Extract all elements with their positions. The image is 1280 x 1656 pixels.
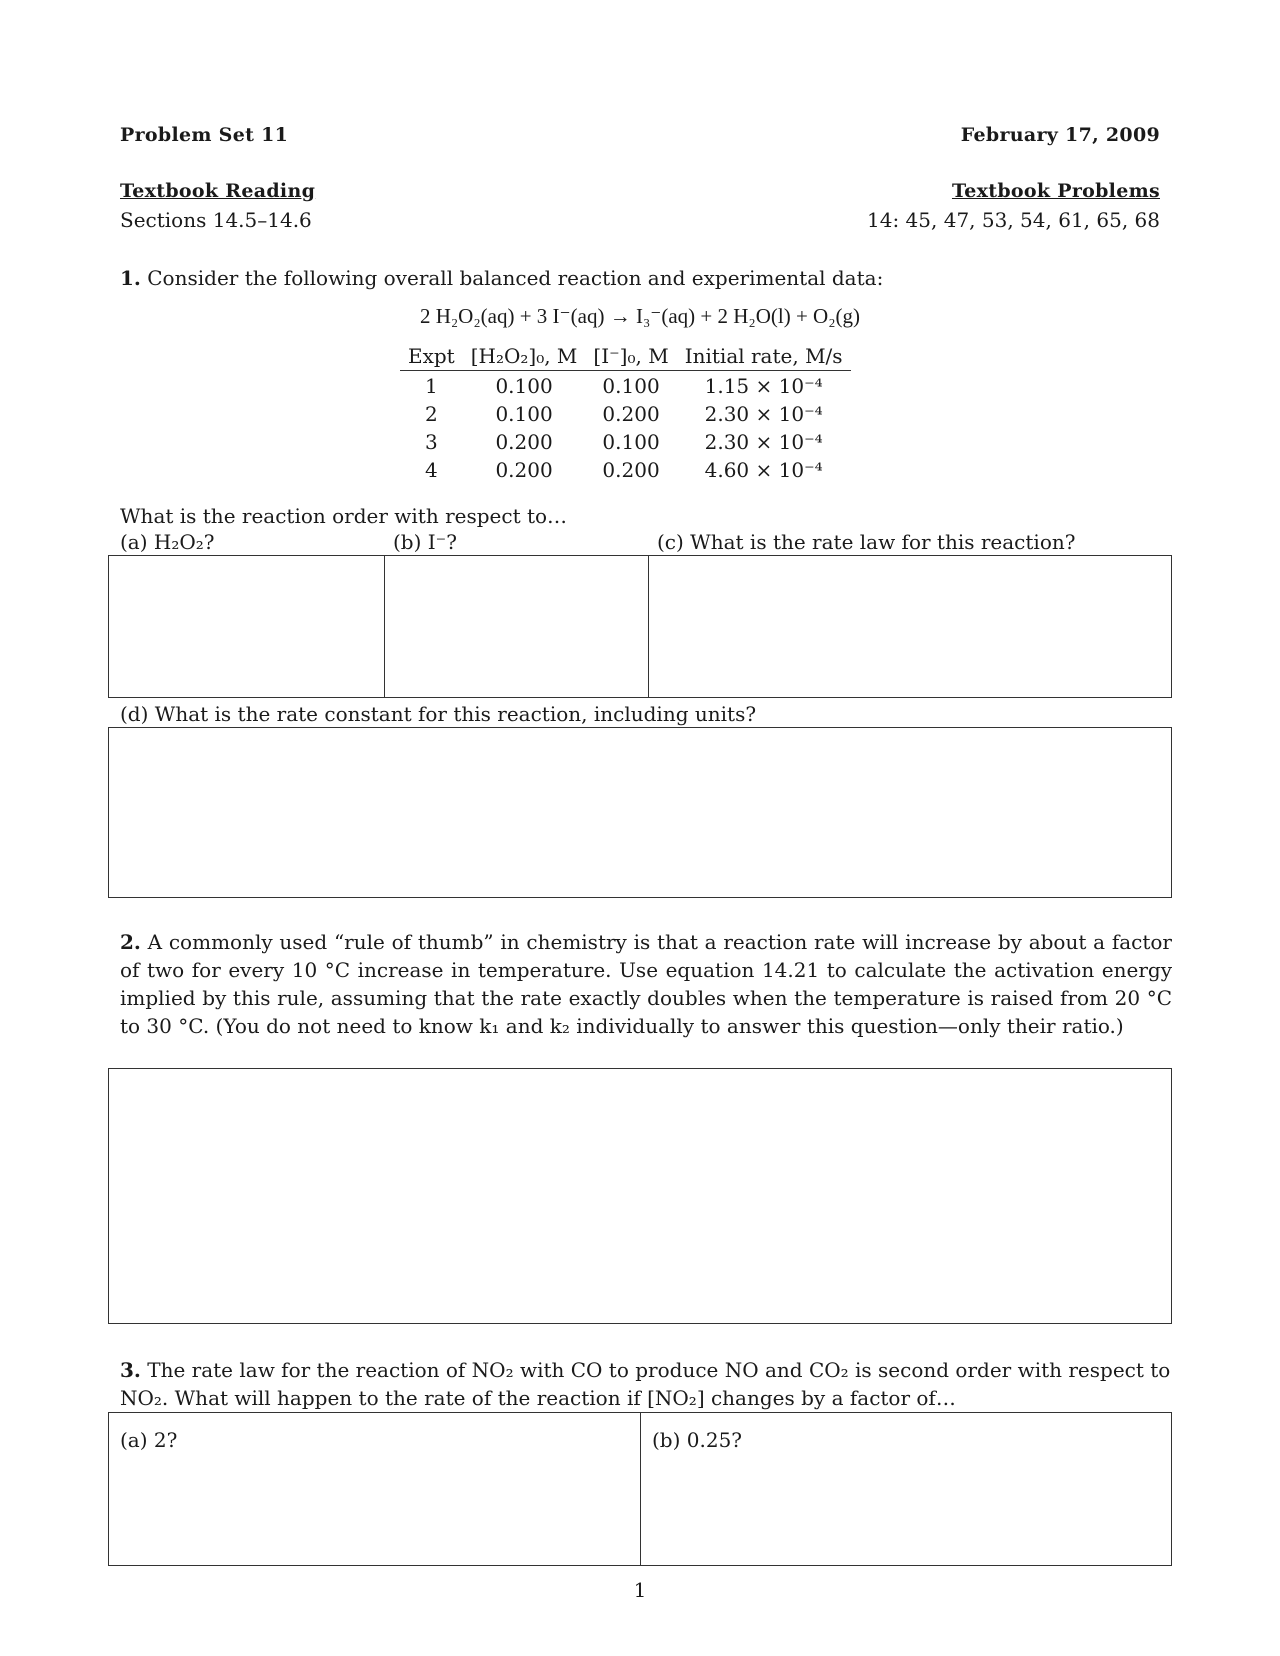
q2-number: 2. xyxy=(120,930,141,954)
reading-value: Sections 14.5–14.6 xyxy=(120,208,312,232)
q1-part-b-label: (b) I⁻? xyxy=(393,530,457,554)
table-cell: 3 xyxy=(424,429,438,454)
rate-data-table-wrapper xyxy=(400,344,851,483)
table-header-row xyxy=(400,344,851,371)
order-prompt: What is the reaction order with respect to… xyxy=(120,504,568,528)
table-cell: 0.100 xyxy=(602,429,660,454)
answer-box-abc[interactable] xyxy=(108,555,1172,698)
answer-box-q2[interactable] xyxy=(108,1068,1172,1324)
q1-part-d-label: (d) What is the rate constant for this reaction, including units? xyxy=(120,702,757,726)
table-cell: 0.100 xyxy=(602,373,660,398)
table-header: [H₂O₂]₀, M xyxy=(463,344,586,371)
table-cell: 0.200 xyxy=(602,457,660,482)
rate-data-table xyxy=(400,344,851,483)
q1-prompt xyxy=(120,264,1170,292)
box-divider xyxy=(640,1412,641,1566)
table-cell: 0.200 xyxy=(495,429,553,454)
table-cell: 2 xyxy=(424,401,438,426)
q1-number: 1. xyxy=(120,266,141,290)
q2-text-block xyxy=(120,928,1172,1040)
q1-part-a-label: (a) H₂O₂? xyxy=(120,530,215,554)
answer-box-d[interactable] xyxy=(108,727,1172,898)
reading-label: Textbook Reading xyxy=(120,180,316,202)
table-row xyxy=(400,371,851,400)
q3-part-a-label: (a) 2? xyxy=(120,1428,178,1452)
q3-text-block xyxy=(120,1356,1172,1412)
table-header: Expt xyxy=(400,344,463,371)
q2-text: A commonly used “rule of thumb” in chemistry is that a reaction rate will increase by about a factor of two for every 10 °C increase in temperature. Use equation 14.21 to calculate the activation energy implied by this rule, assuming that the rate exactly doubles when the temperature is raised from 20 °C to 30 °C. (You do not need to know k₁ and k₂ individually to answer this question—only their ratio.) xyxy=(120,930,1172,1038)
problems-value: 14: 45, 47, 53, 54, 61, 65, 68 xyxy=(867,208,1160,232)
table-cell: 4.60 × 10⁻⁴ xyxy=(704,457,823,482)
table-cell: 0.100 xyxy=(495,373,553,398)
table-cell: 0.200 xyxy=(602,401,660,426)
q3-text: The rate law for the reaction of NO₂ with CO to produce NO and CO₂ is second order with respect to NO₂. What will happen to the rate of the reaction if [NO₂] changes by a factor of… xyxy=(120,1358,1171,1410)
problem-set-title: Problem Set 11 xyxy=(120,124,289,146)
q3-number: 3. xyxy=(120,1358,141,1382)
table-cell: 4 xyxy=(424,457,438,482)
table-header: [I⁻]₀, M xyxy=(585,344,676,371)
page-number: 1 xyxy=(633,1578,647,1602)
table-row xyxy=(400,399,851,427)
reaction-equation: 2 H₂O₂(aq) + 3 I⁻(aq) → I₃⁻(aq) + 2 H₂O(l) + O₂(g) xyxy=(419,304,861,328)
q1-prompt-text: Consider the following overall balanced reaction and experimental data: xyxy=(147,266,884,290)
problems-label: Textbook Problems xyxy=(951,180,1160,202)
table-cell: 0.100 xyxy=(495,401,553,426)
date: February 17, 2009 xyxy=(960,124,1160,146)
table-cell: 1.15 × 10⁻⁴ xyxy=(704,373,823,398)
table-cell: 2.30 × 10⁻⁴ xyxy=(704,429,823,454)
table-row xyxy=(400,455,851,483)
box-divider xyxy=(648,555,649,698)
table-cell: 1 xyxy=(424,373,438,398)
table-cell: 2.30 × 10⁻⁴ xyxy=(704,401,823,426)
table-row xyxy=(400,427,851,455)
q1-part-c-label: (c) What is the rate law for this reaction? xyxy=(657,530,1076,554)
q3-part-b-label: (b) 0.25? xyxy=(652,1428,743,1452)
table-header: Initial rate, M/s xyxy=(677,344,851,371)
table-cell: 0.200 xyxy=(495,457,553,482)
box-divider xyxy=(384,555,385,698)
